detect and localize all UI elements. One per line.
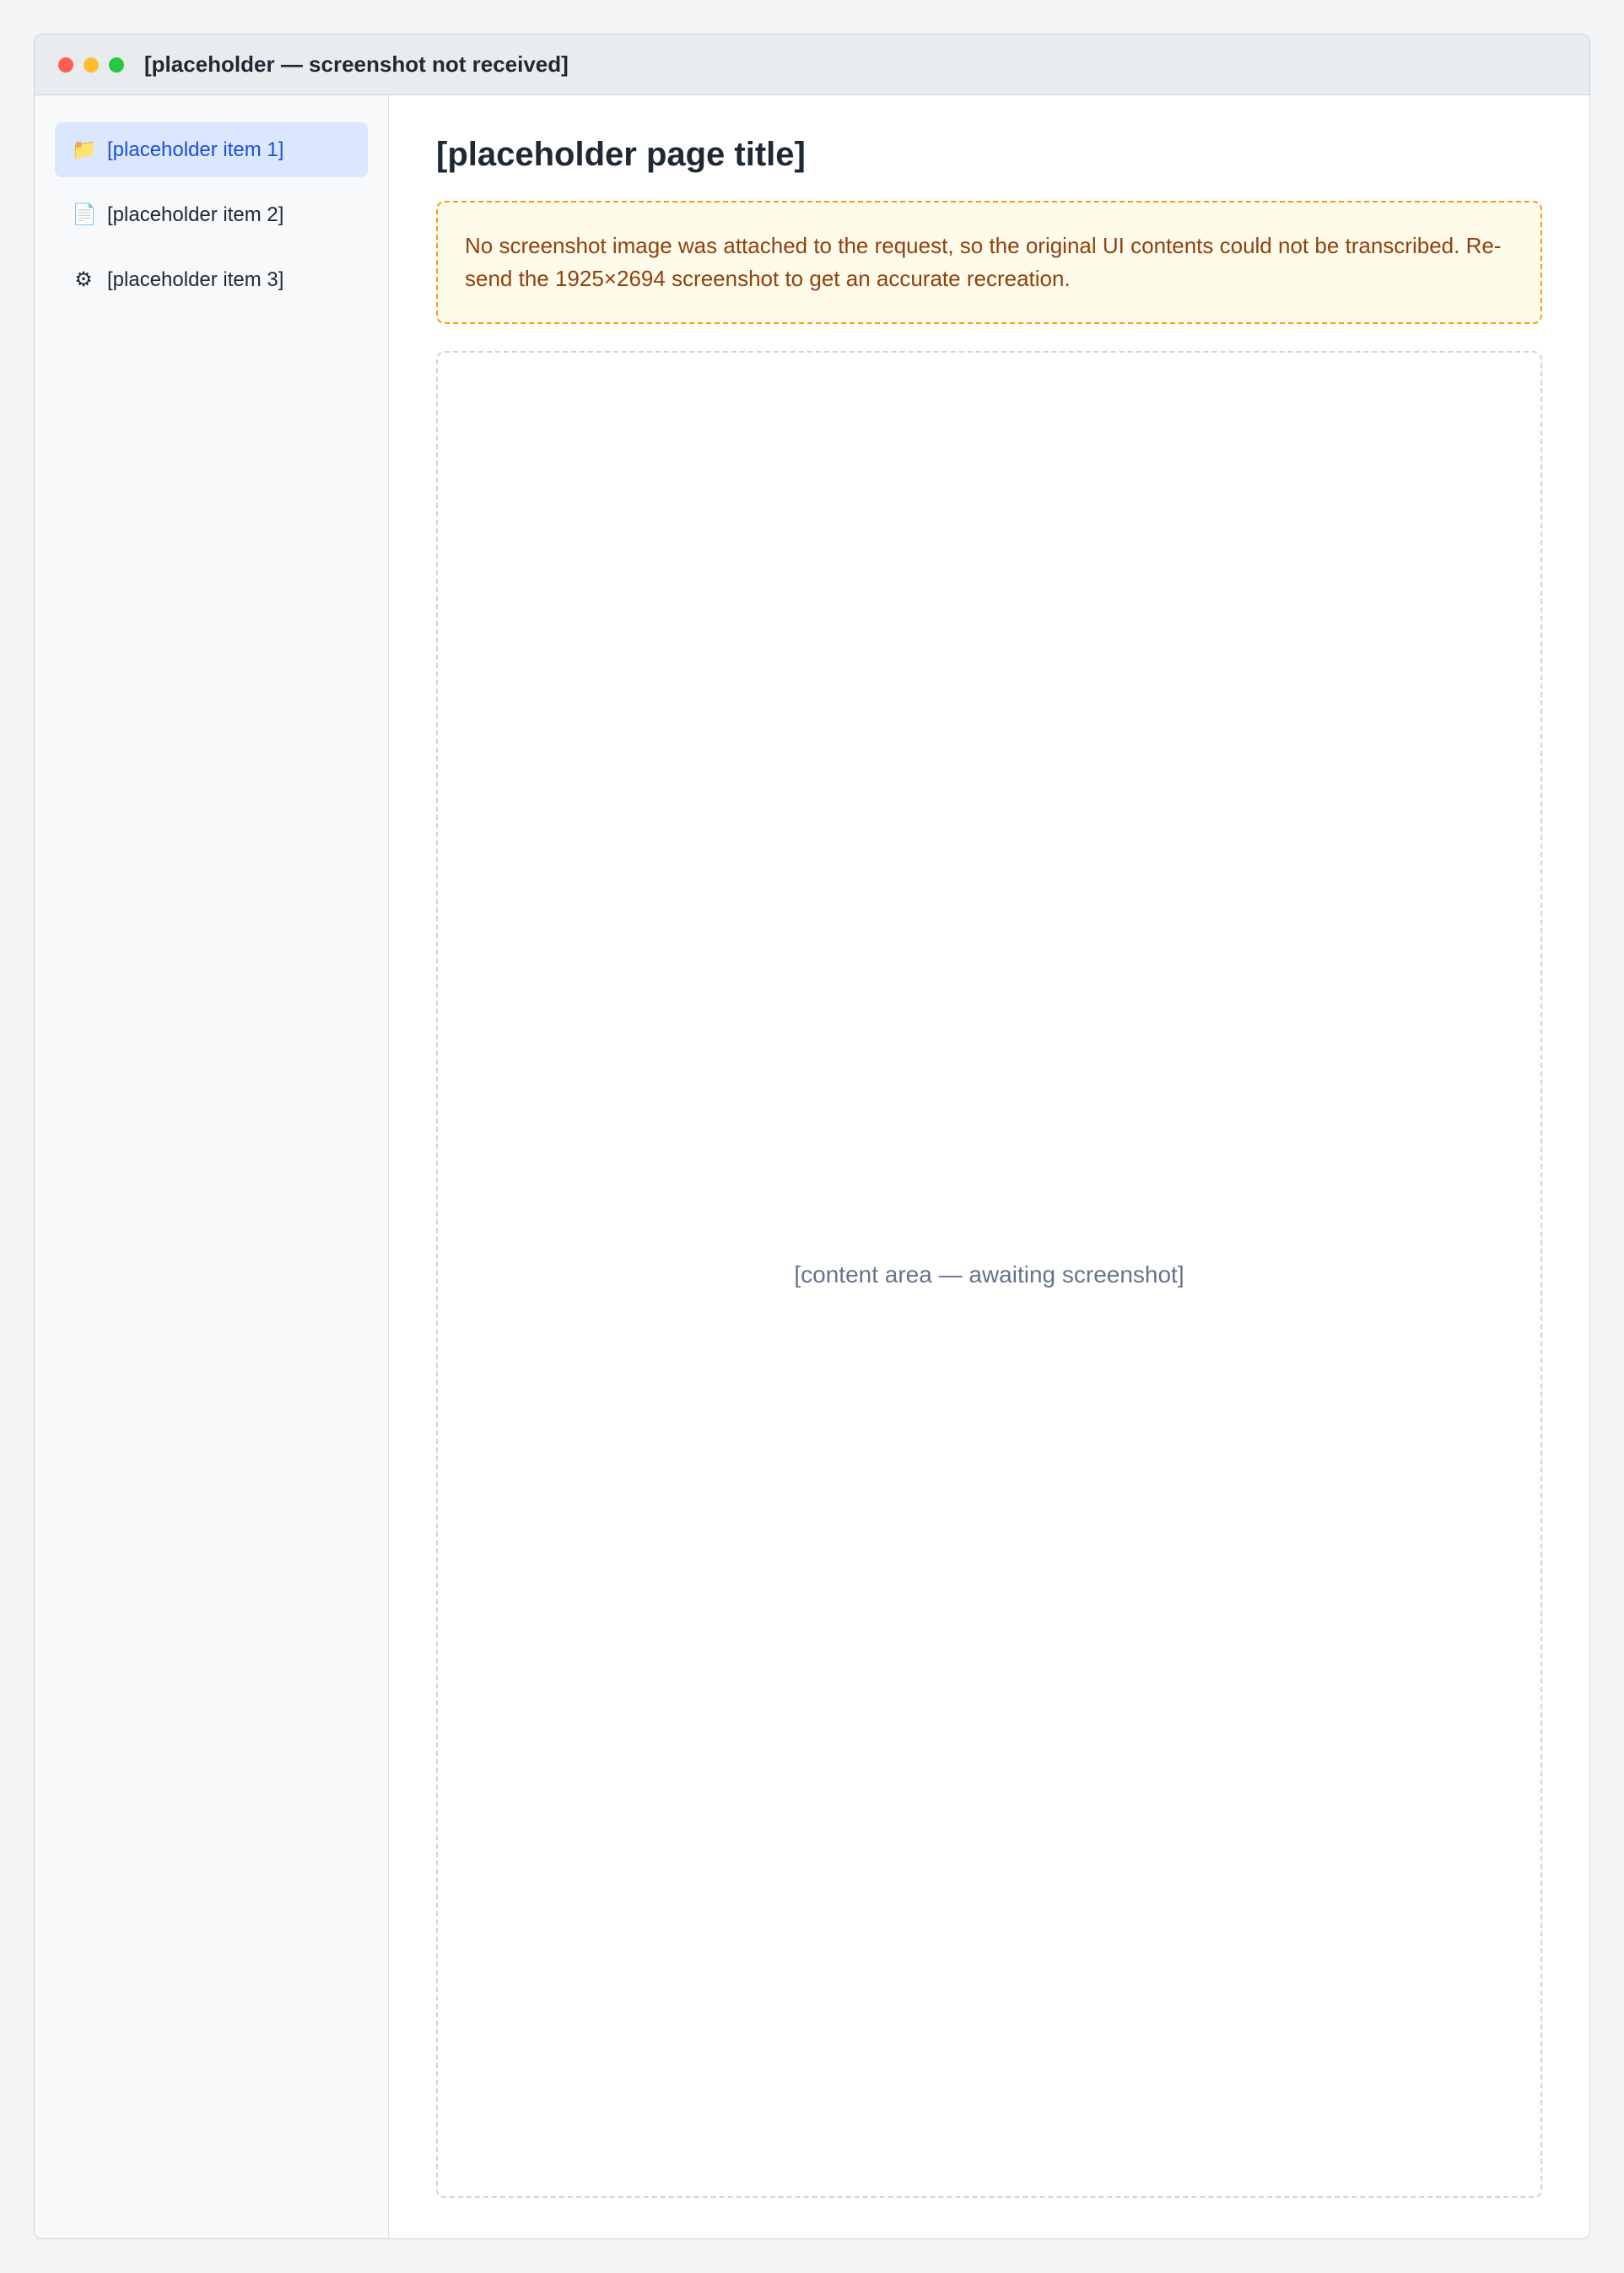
sidebar-item-label: [placeholder item 1] (107, 138, 284, 161)
sidebar-item-label: [placeholder item 2] (107, 202, 284, 226)
window-title: [placeholder — screenshot not received] (144, 51, 569, 77)
folder-icon: 📁 (72, 138, 97, 161)
close-window-button[interactable] (58, 57, 73, 73)
content-placeholder: [content area — awaiting screenshot] (436, 351, 1542, 2198)
main-content (389, 95, 1589, 2238)
minimize-window-button[interactable] (84, 57, 99, 73)
sidebar-item-3[interactable] (55, 252, 368, 307)
sidebar-item-1[interactable] (55, 122, 368, 177)
window-controls (58, 57, 124, 73)
body-area (35, 95, 1589, 2238)
gear-icon: ⚙ (74, 268, 93, 291)
sidebar-item-2[interactable] (55, 187, 368, 242)
page-title: [placeholder page title] (436, 136, 806, 173)
sidebar (35, 95, 389, 2238)
missing-screenshot-notice: No screenshot image was attached to the request, so the original UI contents could not be transcribed. Re-send the 1925×2694 screenshot to get an accurate recreation. (436, 201, 1542, 324)
app-window (34, 34, 1590, 2239)
file-icon: 📄 (72, 203, 97, 226)
maximize-window-button[interactable] (109, 57, 124, 73)
sidebar-item-label: [placeholder item 3] (107, 267, 284, 291)
title-bar (35, 35, 1589, 95)
